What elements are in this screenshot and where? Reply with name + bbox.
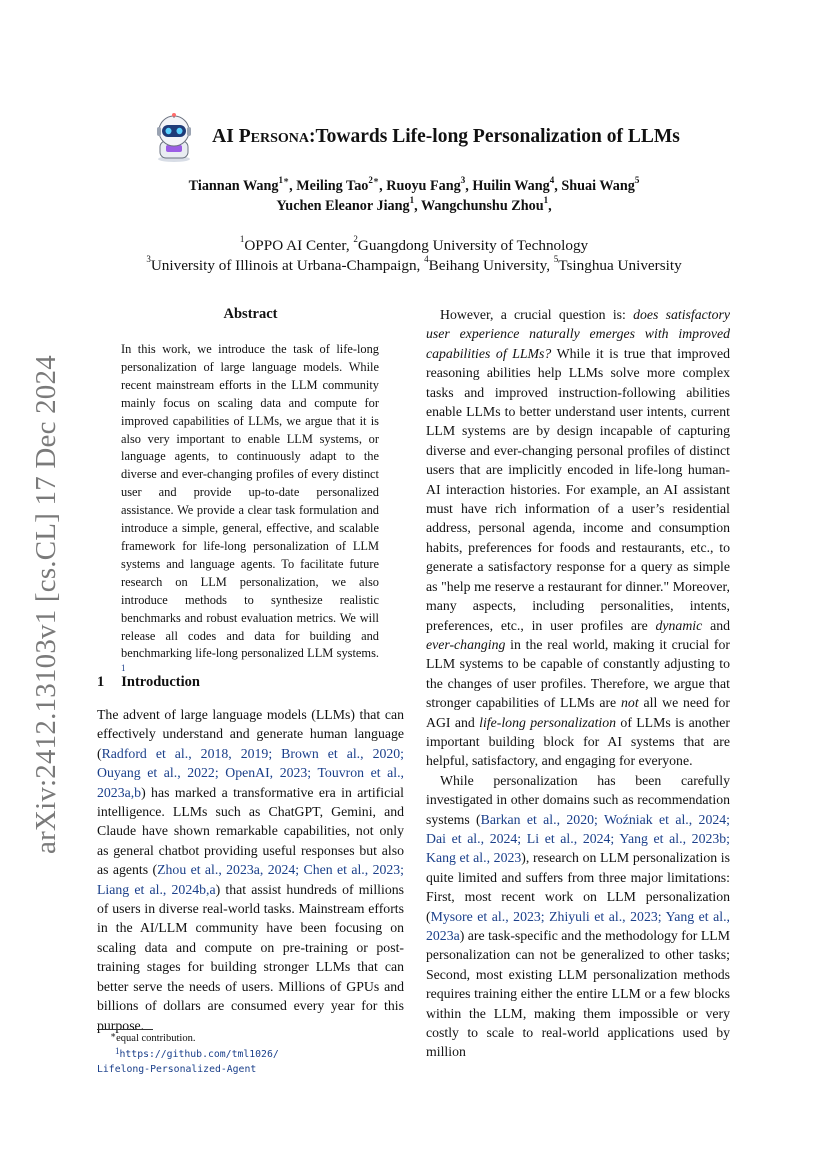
robot-logo-icon (148, 111, 200, 163)
intro-paragraph-1: The advent of large language models (LLMs) that can effectively understand and generate human language (Radford et al., 2018, 2019; Brown et al., 2020; Ouyang et al., 2022; OpenAI, 2023; Touvron et al., 2023a,b) has marked a transformative era in artificial intelligence. LLMs such as ChatGPT, Gemini, and Claude have shown remarkable capabilities, not only as general chatbot providing useful responses but also as agents (Zhou et al., 2023a, 2024; Chen et al., 2023; Liang et al., 2024b,a) that assist hundreds of millions of users in diverse real-world tasks. Mainstream efforts in the AI/LLM community have been focusing on scaling data and compute on pre-training or post-training stages for building stronger LLMs that can better serve the needs of users. Millions of GPUs and billions of dollars are consumed every year for this purpose. (97, 707, 404, 1033)
affiliation: OPPO AI Center (244, 237, 346, 254)
intro-paragraph-3: While personalization has been carefully investigated in other domains such as recommendation systems (Barkan et al., 2020; Woźniak et al., 2024; Dai et al., 2024; Li et al., 2024; Yang et al., 2023b; Kang et al., 2023), research on LLM personalization is quite limited and suffers from three major limitations: First, most recent work on LLM personalization (Mysore et al., 2023; Zhiyuli et al., 2023; Yang et al., 2023a) are task-specific and the methodology for LLM personalization can not be generalized to other tasks; Second, most existing LLM personalization methods requires training either the entire LLM or a few blocks within the LLM, making them impossible or very costly to scale to real-world applications used by million (426, 772, 730, 1060)
title-row (0, 111, 828, 163)
section-heading-introduction: 1 Introduction (97, 674, 200, 690)
author-name: Ruoyu Fang (386, 178, 461, 194)
author-line-1: Tiannan Wang$^{1∗}$, Meiling Tao$^{2∗}$, Ruoyu Fang$^3$, Huilin Wang$^4$, Shuai Wang$^5$ (188, 175, 640, 194)
code-url-link-continued[interactable]: Lifelong-Personalized-Agent (97, 1064, 257, 1075)
author-name: Tiannan Wang (188, 178, 279, 194)
author-line-2: Yuchen Eleanor Jiang$^1$, Wangchunshu Zhou$^1$, (276, 195, 552, 214)
intro-paragraph-2: However, a crucial question is: does satisfactory user experience naturally emerges with improved capabilities of LLMs? While it is true that improved reasoning abilities help LLMs solve more complex tasks and improved instruction-following abilities enable LLMs to better understand user intents, current LLM systems are by design incapable of capturing diverse and ever-changing personal profiles of distinct users that are implicitly encoded in life-long human-AI interaction histories. For example, an AI assistant must have rich information of a user’s residential address, personal agenda, income and consumption habits, preferences for foods and restaurants, etc., to generate a satisfactory response for a query as simple as "help me reserve a restaurant for dinner." Moreover, many aspects, including personalities, intents, preferences, etc., in user profiles are dynamic and ever-changing in the real world, making it crucial for LLM systems to be capable of constantly adjusting to the changes of user profiles. Therefore, we argue that stronger capabilities of LLMs are not all we need for AGI and life-long personalization of LLMs is another important building block for AI systems that are helpful, satisfactory, and engaging for everyone. (426, 307, 731, 769)
code-url-link[interactable]: https://github.com/tml1026/ (119, 1049, 279, 1060)
affiliation: Tsinghua University (558, 257, 682, 274)
affiliation-line-1: $^1$OPPO AI Center, $^2$Guangdong University of Technology (239, 234, 589, 254)
author-name: Shuai Wang (561, 178, 635, 194)
abstract-heading: Abstract (223, 306, 278, 322)
affiliation-line-2: $^3$University of Illinois at Urbana-Champaign, $^4$Beihang University, $^5$Tsinghua University (146, 254, 682, 274)
arxiv-identifier: arXiv:2412.13103v1 [cs.CL] 17 Dec 2024 (30, 355, 62, 854)
author-name: Wangchunshu Zhou (420, 198, 544, 214)
author-name: Huilin Wang (472, 178, 550, 194)
author-name: Yuchen Eleanor Jiang (276, 198, 410, 214)
footnote-code-link: $^1$https://github.com/tml1026/ Lifelong-Personalized-Agent (97, 1046, 279, 1075)
author-name: Meiling Tao (296, 178, 369, 194)
citation-link[interactable]: Mysore et al., 2023; Zhiyuli et al., 2023; Yang et al., 2023a (426, 908, 730, 943)
right-column (426, 305, 730, 1062)
footnote-divider (97, 1029, 153, 1030)
citation-link[interactable]: Radford et al., 2018, 2019; Brown et al., 2020; Ouyang et al., 2022; OpenAI, 2023; Touvron et al., 2023a,b (97, 745, 404, 800)
affiliation: Guangdong University of Technology (357, 237, 589, 254)
footnote-link[interactable]: 1 (121, 663, 126, 674)
paper-title: AI Persona:Towards Life-long Personalization of LLMs (212, 126, 680, 147)
affiliation: University of Illinois at Urbana-Champaign (150, 257, 417, 274)
affiliation: Beihang University (428, 257, 547, 274)
citation-link[interactable]: Barkan et al., 2020; Woźniak et al., 2024; Dai et al., 2024; Li et al., 2024; Yang et al., 2023b; Kang et al., 2023 (426, 811, 730, 866)
citation-link[interactable]: Zhou et al., 2023a, 2024; Chen et al., 2023; Liang et al., 2024b,a (97, 862, 404, 897)
abstract-text: In this work, we introduce the task of life-long personalization of large language models. While recent mainstream efforts in the LLM community mainly focus on scaling data and compute for improved capabilities of LLMs, we argue that it is also very important to enable LLM systems, or language agents, to continuously adapt to the diverse and ever-changing profiles of every distinct user and provide up-to-date personalized assistance. We provide a clear task formulation and introduce a simple, general, effective, and scalable framework for life-long personalization of LLM systems and language agents. To facilitate future research on LLM personalization, we also introduce methods to synthesize realistic benchmarks and robust evaluation metrics. We will release all codes and data for building and benchmarking life-long personalized LLM systems. $^1$ (121, 342, 379, 674)
footnote-equal-contribution: ∗equal contribution. (110, 1030, 196, 1044)
